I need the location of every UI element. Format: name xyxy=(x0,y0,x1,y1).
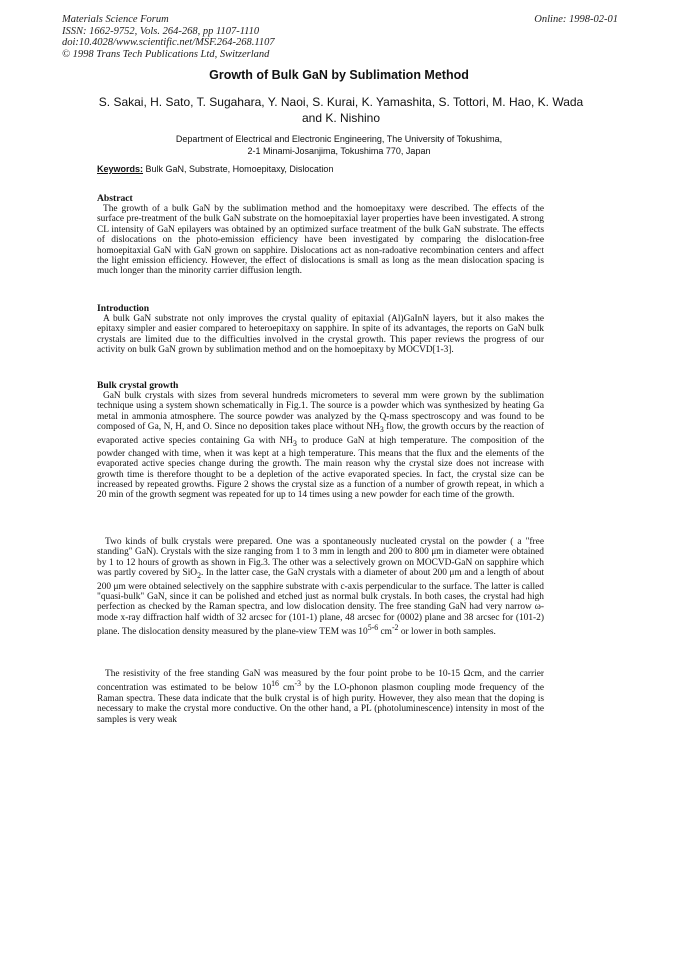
issn-line: ISSN: 1662-9752, Vols. 264-268, pp 1107-1110 xyxy=(62,25,260,37)
keywords xyxy=(97,164,557,174)
keywords-text: Bulk GaN, Substrate, Homoepitaxy, Dislocation xyxy=(145,164,334,174)
introduction-section xyxy=(97,303,544,356)
affiliation-line-2: 2-1 Minami-Josanjima, Tokushima 770, Japan xyxy=(247,146,431,156)
introduction-heading: Introduction xyxy=(97,303,150,314)
bulk-growth-heading: Bulk crystal growth xyxy=(97,380,179,391)
affiliation xyxy=(118,133,560,157)
bulk-growth-section xyxy=(97,380,544,501)
doi-line[interactable]: doi:10.4028/www.scientific.net/MSF.264-268.1107 xyxy=(62,37,275,49)
bulk-growth-paragraph-2: Two kinds of bulk crystals were prepared. One was a spontaneously nucleated crystal on the powder ( a "free standing" GaN). Crystals with the size ranging from 1 to 3 mm in length and 200 to 800 μm in diameter were obtained by 1 to 12 hours of growth as shown in Fig.3. The other was a selectively grown on MOCVD-GaN on sapphire which was partly covered by SiO$_2$. In the latter case, the GaN crystals with a diameter of about 200 μm and a length of about 200 μm were obtained selectively on the sapphire substrate with c-axis perpendicular to the surface. The latter is called "quasi-bulk" GaN, since it can be polished and etched just as normal bulk crystals. In both cases, the crystal had high perfection as checked by the Raman spectra, and low dislocation density. The free standing GaN had very narrow ω-mode x-ray diffraction half width of 32 arcsec for (101-1) plane, 48 arcsec for (0002) plane and 38 arcsec for (101-2) plane. The dislocation density measured by the plane-view TEM was 10$^{5-6}$ $cm^{-2}$ or lower in both samples. xyxy=(97,537,544,638)
journal-name: Materials Science Forum xyxy=(62,14,169,25)
bulk-growth-paragraph-2-block xyxy=(97,537,544,638)
affiliation-line-1: Department of Electrical and Electronic Engineering, The University of Tokushima, xyxy=(175,134,503,144)
paper-title: Growth of Bulk GaN by Sublimation Method xyxy=(209,68,469,82)
author-list: S. Sakai, H. Sato, T. Sugahara, Y. Naoi, S. Kurai, K. Yamashita, S. Tottori, M. Hao, K. Wada and K. Nishino xyxy=(98,95,584,125)
bulk-growth-paragraph-3-block xyxy=(97,669,544,725)
abstract-section xyxy=(97,193,544,277)
abstract-text: The growth of a bulk GaN by the sublimation method and the homoepitaxy were described. The effects of the surface pre-treatment of the bulk GaN substrate on the homoepitaxial layer properties have been investigated. A strong CL intensity of GaN epilayers was obtained by an optimized surface treatment of the bulk GaN substrate. The effects of dislocations on the photo-emission efficiency have been investigated by comparing the dislocation-free homoepitaxial GaN with GaN grown on sapphire. Dislocations act as non-radoative recombination centers and affect the light emission efficiency. However, the effect of dislocations is small as long as the mean dislocation spacing is much longer than the minority carrier diffusion length. xyxy=(97,204,544,277)
publication-header xyxy=(62,14,618,60)
keywords-label: Keywords: xyxy=(97,164,144,174)
abstract-heading: Abstract xyxy=(97,193,133,204)
bulk-growth-paragraph-3: The resistivity of the free standing GaN was measured by the four point probe to be 10-15 Ωcm, and the carrier concentration was estimated to be below $10^{16}$ $cm^{-3}$ by the LO-phonon plasmon coupling mode frequency of the Raman spectra. These data indicate that the bulk crystal is of high purity. However, they also mean that the doping is necessary to make the crystal more conductive. On the other hand, a PL (photoluminescence) intensity in most of the samples is very weak xyxy=(97,669,544,725)
bulk-growth-paragraph-1: GaN bulk crystals with sizes from several hundreds micrometers to several mm were grown by the sublimation technique using a system shown schematically in Fig.1. The source is a powder which was synthesized by heating Ga metal in ammonia atmosphere. The source powder was analyzed by the Q-mass spectroscopy and was found to be composed of Ga, N, H, and O. Since no deposition takes place without $NH_3$ flow, the growth occurs by the reaction of evaporated active species containing Ga with $NH_3$ to produce GaN at high temperature. The composition of the powder changed with time, when it was kept at a high temperature. This means that the flux and the elements of the evaporated active species change during the growth. The main reason why the crystal size does not increase with growth time is therefore thought to be a depletion of the active evaporated species. In fact, the crystal size can be increased by repeated growths. Figure 2 shows the crystal size as a function of a number of growth repeat, in which a 20 min of the growth segment was repeated for up to 14 times using a new powder for each time of the growth. xyxy=(97,391,544,501)
online-date: Online: 1998-02-01 xyxy=(534,14,618,25)
copyright-line: © 1998 Trans Tech Publications Ltd, Switzerland xyxy=(62,48,270,60)
introduction-text: A bulk GaN substrate not only improves the crystal quality of epitaxial (Al)GaInN layers, but it also makes the epitaxy simpler and easier compared to heteroepitaxy on sapphire. In spite of its advantages, the reports on GaN bulk crystals are limited due to the difficulties involved in the crystal growth. This paper reviews the progress of our activity on bulk GaN grown by sublimation method and on the homoepitaxy by MOCVD[1-3]. xyxy=(97,314,544,356)
